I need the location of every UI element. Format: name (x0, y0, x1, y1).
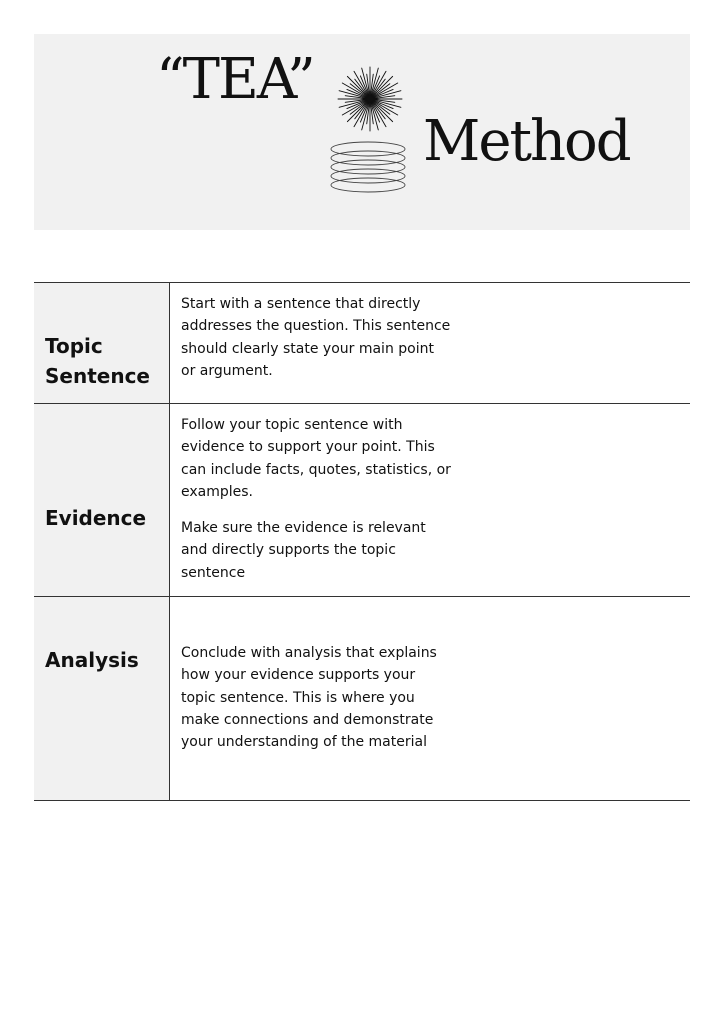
term-evidence: Evidence (45, 506, 147, 530)
description-paragraph: Conclude with analysis that explains how your evidence supports your topic sentence. This is where you make connections and demonstrate your understanding of the material (181, 645, 437, 751)
term-cell (34, 404, 170, 596)
tea-table (34, 282, 690, 801)
description-text (181, 642, 451, 753)
description-text (181, 293, 451, 382)
term-topic-sentence: Topic Sentence (45, 334, 150, 388)
table-row-evidence (34, 404, 690, 597)
table-row-analysis (34, 597, 690, 801)
table-row-topic-sentence (34, 283, 690, 404)
description-paragraph: Follow your topic sentence with evidence to support your point. This can include facts, quotes, statistics, or examples. (181, 417, 451, 500)
title-method: Method (423, 109, 630, 174)
description-paragraph: Start with a sentence that directly addresses the question. This sentence should clearly state your main point or argument. (181, 296, 451, 379)
description-text (181, 414, 451, 584)
description-cell (170, 283, 690, 403)
title-tea: “TEA” (156, 47, 314, 112)
description-cell (170, 597, 690, 800)
coil-spring-icon (328, 138, 408, 198)
description-paragraph: Make sure the evidence is relevant and directly supports the topic sentence (181, 520, 426, 581)
title-banner (34, 34, 690, 230)
term-analysis: Analysis (45, 648, 139, 672)
starburst-icon (337, 66, 403, 132)
term-cell (34, 283, 170, 403)
term-cell (34, 597, 170, 800)
description-cell (170, 404, 690, 596)
